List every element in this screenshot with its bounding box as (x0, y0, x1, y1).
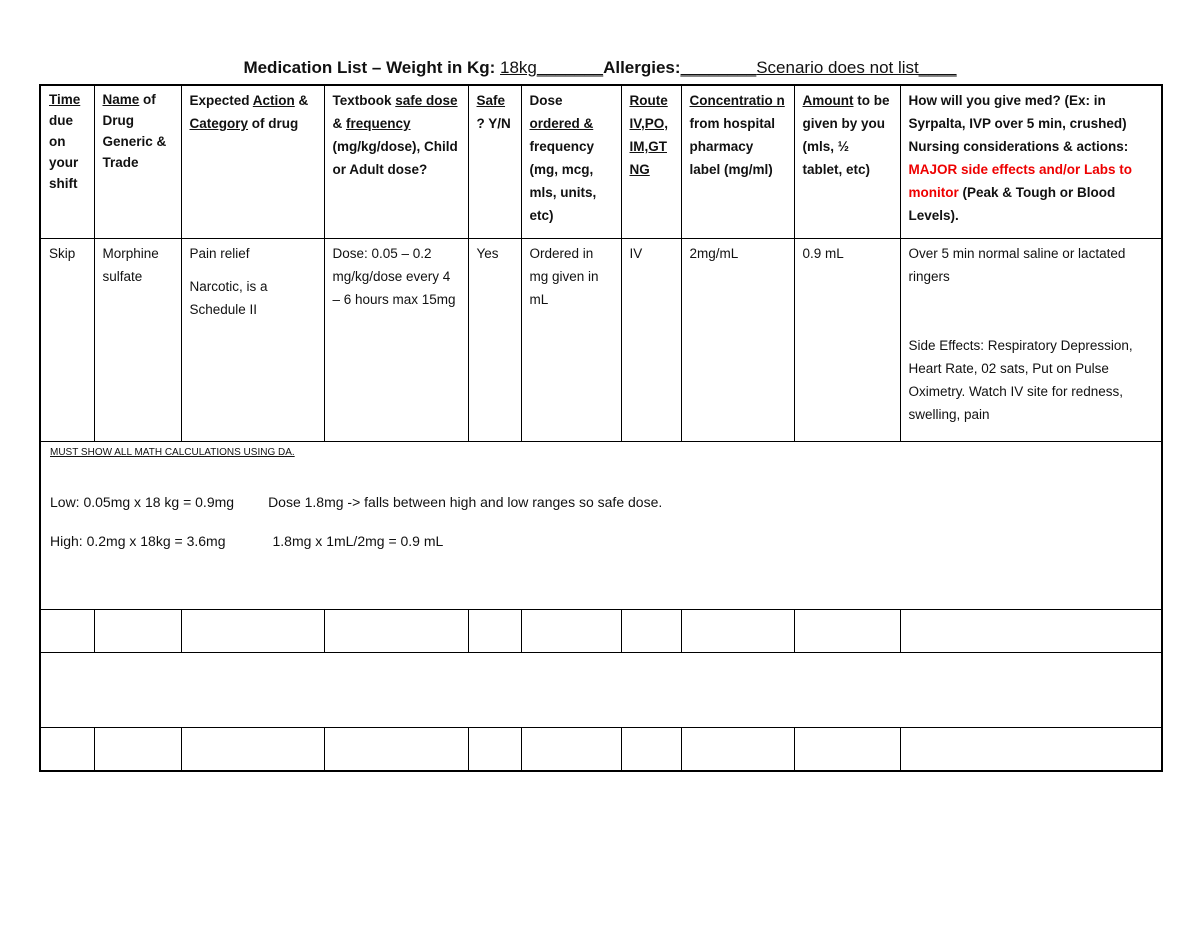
calculation-cell (40, 442, 1162, 610)
calc-dose: Dose 1.8mg -> falls between high and low ranges so safe dose. (268, 494, 663, 510)
cell-time: Skip (40, 239, 94, 442)
cell-name: Morphine sulfate (94, 239, 181, 442)
header-name: Name of Drug Generic & Trade (94, 85, 181, 239)
medication-table (39, 84, 1163, 772)
calculation-row (40, 442, 1162, 610)
cell-dose: Ordered in mg given in mL (521, 239, 621, 442)
header-concentration: Concentratio n from hospital pharmacy label (mg/ml) (681, 85, 794, 239)
weight-blank: _______ (536, 58, 604, 77)
empty-row (40, 610, 1162, 653)
side-effects-text: Side Effects: Respiratory Depression, Heart Rate, 02 sats, Put on Pulse Oximetry. Watch IV site for redness, swelling, pain (908, 338, 1133, 422)
calculation-note: MUST SHOW ALL MATH CALCULATIONS USING DA. (50, 447, 295, 458)
header-how: How will you give med? (Ex: in Syrpalta, IVP over 5 min, crushed) Nursing considerations & actions: MAJOR side effects and/or Labs to monitor (Peak & Tough or Blood Levels). (900, 85, 1162, 239)
cell-expected (181, 239, 324, 442)
calc-line-1 (50, 492, 1152, 512)
header-expected: Expected Action & Category of drug (181, 85, 324, 239)
page-title (0, 58, 1200, 78)
cell-how (900, 239, 1162, 442)
cell-route: IV (621, 239, 681, 442)
header-textbook: Textbook safe dose & frequency (mg/kg/dose), Child or Adult dose? (324, 85, 468, 239)
cell-safe: Yes (468, 239, 521, 442)
header-time: Time due on your shift (40, 85, 94, 239)
allergies-blank: ________ (680, 58, 757, 77)
allergies-label: Allergies: (603, 58, 681, 77)
how-text: Over 5 min normal saline or lactated ringers (908, 246, 1126, 284)
action-text: Pain relief (189, 246, 250, 261)
medication-table-container (39, 84, 1161, 772)
calc-amount: 1.8mg x 1mL/2mg = 0.9 mL (272, 533, 444, 549)
calc-high: High: 0.2mg x 18kg = 3.6mg (50, 533, 226, 549)
cell-textbook: Dose: 0.05 – 0.2 mg/kg/dose every 4 – 6 hours max 15mg (324, 239, 468, 442)
header-safe: Safe ? Y/N (468, 85, 521, 239)
medication-row (40, 239, 1162, 442)
weight-value: 18kg (500, 58, 537, 77)
calc-low: Low: 0.05mg x 18 kg = 0.9mg (50, 494, 235, 510)
title-prefix: Medication List – Weight in Kg: (243, 58, 501, 77)
header-amount: Amount to be given by you (mls, ½ tablet, etc) (794, 85, 900, 239)
allergies-value: Scenario does not list____ (756, 58, 957, 77)
cell-concentration: 2mg/mL (681, 239, 794, 442)
header-row (40, 85, 1162, 239)
category-text: Narcotic, is a Schedule II (189, 279, 268, 317)
calc-line-2 (50, 531, 1152, 551)
cell-amount: 0.9 mL (794, 239, 900, 442)
header-route: Route IV,PO, IM,GT NG (621, 85, 681, 239)
empty-row (40, 728, 1162, 772)
empty-calculation-row (40, 653, 1162, 728)
header-dose: Dose ordered & frequency (mg, mcg, mls, units, etc) (521, 85, 621, 239)
